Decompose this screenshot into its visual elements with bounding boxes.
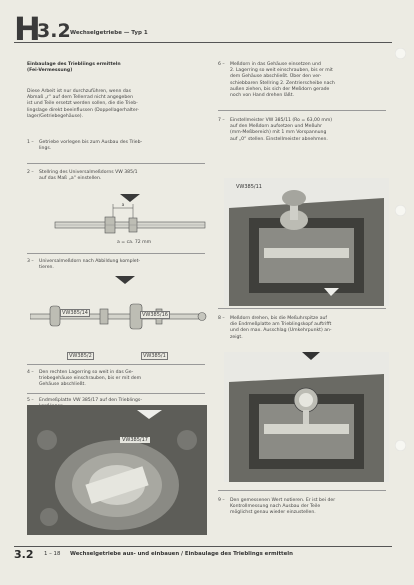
intro-paragraph: Diese Arbeit ist nur durchzuführen, wenn das Abmaß „r“ auf dem Tellerrad nicht angegeben ist und Teile ersetzt werden sollen, die die Trieb- lingslage direkt beeinflussen (Doppellagerhalter- lager/Getriebegehäuse). — [27, 89, 139, 119]
divider-3 — [27, 364, 205, 365]
divider-6 — [218, 308, 386, 309]
step-6: 6 – Meßdorn in das Gehäuse einsetzen und 2. Lagerring so weit einschrauben, bis er mit dem Gehäuse abschließt. Über den ver- schiebbaren Stellring 2. Zentrierscheibe nach außen ziehen, bis sich der Meßdorn gerade noch von Hand drehen läßt. — [218, 62, 335, 99]
svg-text:a: a — [121, 203, 125, 208]
gearbox-measurement-photo — [224, 352, 389, 482]
chapter-letter: H — [14, 10, 40, 48]
divider-2 — [27, 253, 205, 254]
step-7: 7 – Einstellmeister VW 385/11 (Ro = 63,00 mm) auf den Meßdorn aufsetzen und Meßuhr (mm-Meßbereich) mit 1 mm Vorspannung auf „0“ stellen. Einstellmeister abnehmen. — [218, 118, 333, 142]
label-vw385-11: VW385/11 — [236, 184, 262, 190]
step-9: 9 – Den gemessenen Wert notieren. Er ist bei der Kontrollmessung nach Ausbau der Teile möglichst genau wieder einzustellen. — [218, 498, 336, 516]
pinion-head-photo — [27, 405, 207, 535]
step-8: 8 – Meßdorn drehen, bis die Meßuhrspitze auf die Endmeßplatte am Trieblingskopf auftrifft und den max. Ausschlag (Umkehrpunkt) an- zeigt. — [218, 316, 332, 340]
punch-hole-top — [395, 48, 406, 59]
gearbox-gauge-photo — [224, 178, 389, 306]
footer-page-number: 1 – 18 — [44, 551, 61, 557]
step-4: 4 – Den rechten Lagerring so weit in das Ge- triebegehäuse einschrauben, bis er mit dem Gehäuse abschließt. — [27, 370, 142, 388]
punch-hole-bottom — [395, 440, 406, 451]
step-3: 3 – Universalmeßdorn nach Abbildung komplet- tieren. — [27, 259, 141, 271]
divider-5 — [218, 110, 386, 111]
step-1: 1 – Getriebe vorlegen bis zum Ausbau des Trieb- lings. — [27, 140, 143, 152]
divider-4 — [27, 393, 205, 394]
section-title: Einbaulage des Triebliings ermitteln (Fei-Vermessung) — [27, 62, 121, 74]
step-5: 5 – Endmeßplatte VW 385/17 auf den Trieblings- — [27, 398, 142, 403]
footer-title: Wechselgetriebe aus- und einbauen / Einbaulage des Trieblings ermitteln — [70, 551, 293, 557]
label-vw385-1: VW385/1 — [143, 353, 166, 359]
chapter-number: 3.2 — [37, 20, 71, 42]
page-subtitle: Wechselgetriebe — Typ 1 — [70, 30, 148, 36]
label-vw385-17: VW385/17 — [122, 437, 148, 443]
divider-1 — [27, 163, 205, 164]
label-vw385-16: VW385/16 — [142, 312, 168, 318]
header-rule — [14, 42, 392, 43]
divider-7 — [218, 490, 386, 491]
footer-rule — [14, 546, 392, 547]
punch-hole-middle — [395, 205, 406, 216]
step-2: 2 – Stellring des Universalmeßdorns VW 385/1 auf das Maß „a“ einstellen. — [27, 170, 138, 182]
assembled-gauge-tool — [30, 300, 210, 334]
dimension-label: a = ca. 72 mm — [117, 240, 152, 245]
footer-chapter-number: 3.2 — [14, 548, 34, 561]
label-vw385-14: VW385/14 — [62, 310, 88, 316]
label-vw385-2: VW385/2 — [69, 353, 92, 359]
